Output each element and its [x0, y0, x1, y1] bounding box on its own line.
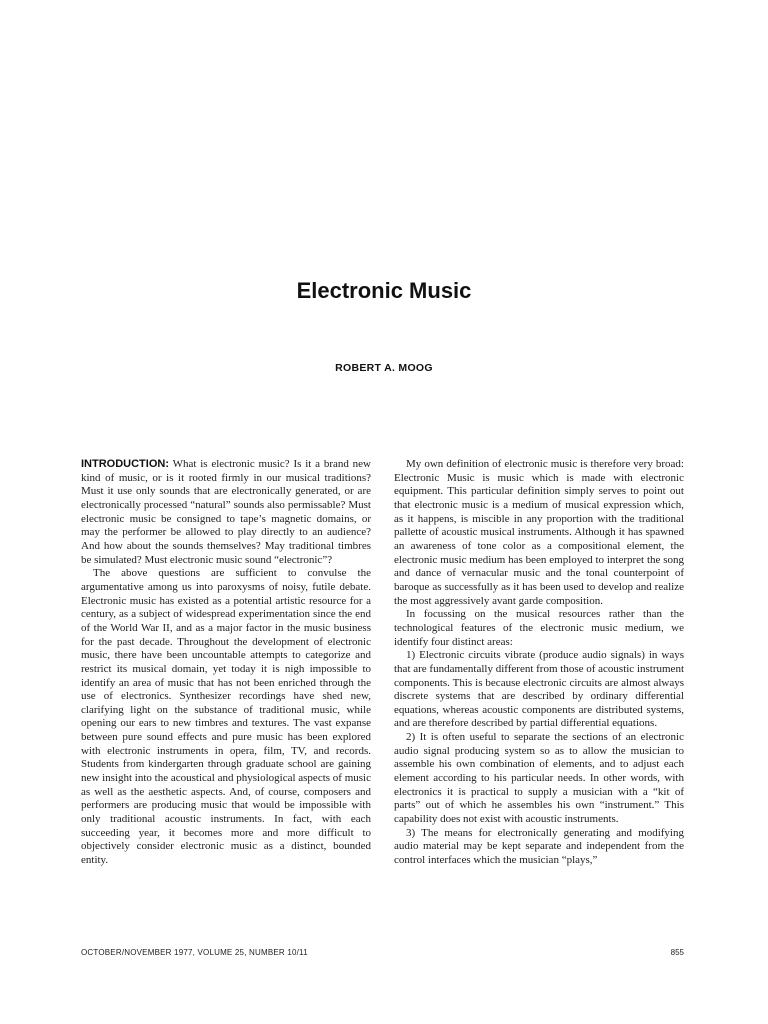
- article-author: ROBERT A. MOOG: [335, 362, 433, 374]
- section-heading-introduction: INTRODUCTION:: [81, 458, 169, 470]
- left-column: [81, 458, 371, 868]
- body-paragraph: In focussing on the musical resources rather than the technological features of the electronic music medium, we identify four distinct areas:: [394, 608, 684, 648]
- list-paragraph-3: 3) The means for electronically generating and modifying audio material may be kept separate and independent from the control interfaces which the musician “plays,”: [394, 826, 684, 867]
- right-column: [394, 458, 684, 868]
- intro-paragraph: [81, 458, 371, 567]
- page-number: 855: [670, 948, 684, 957]
- article-title: Electronic Music: [296, 278, 472, 303]
- intro-paragraph-text: What is electronic music? Is it a brand new kind of music, or is it rooted firmly in our musical traditions? Must it use only sounds that are electronically generated, or are electronically processed “natural” sounds also permissable? Must electronic music be consigned to tape’s magnetic domains, or may the performer be allowed to play directly to an audience? And how about the sounds themselves? May traditional timbres be simulated? Must electronic music sound “electronic”?: [81, 458, 371, 566]
- list-paragraph-1: 1) Electronic circuits vibrate (produce audio signals) in ways that are fundamentally different from those of acoustic instrument components. This is because electronic circuits are almost always discrete systems that are described by ordinary differential equations, whereas acoustic components are distributed systems, and are therefore described by partial differential equations.: [394, 649, 684, 730]
- body-paragraph: The above questions are sufficient to convulse the argumentative among us into paroxysms of noisy, futile debate. Electronic music has existed as a potential artistic resource for a century, as a subject of widespread experimentation since the end of the World War II, and as a major factor in the music business for the past decade. Throughout the development of electronic music, there have been uncountable attempts to categorize and restrict its musical domain, yet today it is nigh impossible to identify an area of music that has not been enriched through the use of electronics. Synthesizer recordings have shed new, clarifying light on the substance of traditional music, while opening our ears to new timbres and textures. The vast expanse between pure sound effects and pure music has been explored with electronic instruments in opera, film, TV, and records. Students from kindergarten through graduate school are gaining new insight into the acoustical and physiological aspects of music as well as the aesthetic aspects. And, of course, composers and performers are producing music that would be impossible with only traditional acoustic instruments. In fact, with each succeeding year, it becomes more and more difficult to objectively consider electronic music as a distinct, bounded entity.: [81, 567, 371, 867]
- body-paragraph: My own definition of electronic music is therefore very broad: Electronic Music is music which is made with electronic equipment. This particular definition simply serves to point out that electronic music is a medium of musical expression which, as it happens, is miscible in any proportion with the traditional pallette of acoustic musical instruments. Although it has spawned an awareness of tone color as a compositional element, the electronic music medium has been employed to interpret the song and dance of vernacular music and the tonal counterpoint of baroque as successfully as it has been used to develop and realize the most aggressively avant garde composition.: [394, 458, 684, 607]
- list-paragraph-2: 2) It is often useful to separate the sections of an electronic audio signal producing system so as to allow the musician to assemble his own combination of elements, and to adjust each element according to his particular needs. In other words, with electronics it is practical to supply a musician with a “kit of parts” out of which he assembles his own “instrument.” This capability does not exist with acoustic instruments.: [394, 731, 684, 826]
- journal-citation: OCTOBER/NOVEMBER 1977, VOLUME 25, NUMBER 10/11: [81, 948, 308, 957]
